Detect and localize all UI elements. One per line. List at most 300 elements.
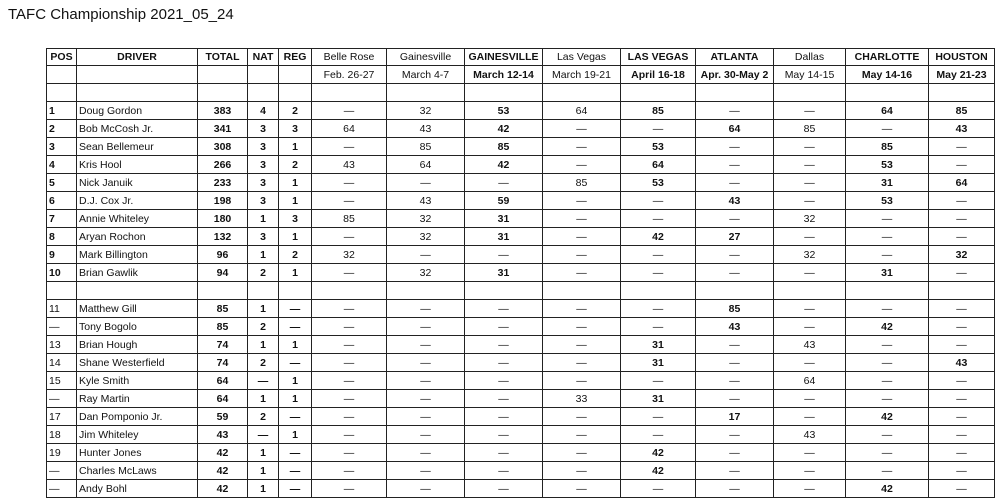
reg-cell: — — [279, 462, 312, 480]
event-result-cell: — — [543, 192, 621, 210]
event-result-cell: — — [543, 444, 621, 462]
driver-cell: Kris Hool — [77, 156, 198, 174]
event-result-cell: 31 — [621, 336, 696, 354]
reg-cell: 2 — [279, 246, 312, 264]
event-result-cell: — — [465, 480, 543, 498]
reg-cell: 2 — [279, 102, 312, 120]
spacer-cell — [47, 282, 77, 300]
table-row — [47, 264, 995, 282]
position-cell: 15 — [47, 372, 77, 390]
event-result-cell: 64 — [846, 102, 929, 120]
table-row — [47, 120, 995, 138]
standings-body — [47, 84, 995, 498]
event-result-cell: — — [387, 390, 465, 408]
event-result-cell: — — [696, 390, 774, 408]
event-result-cell: — — [387, 426, 465, 444]
table-row — [47, 300, 995, 318]
event-result-cell: 43 — [387, 192, 465, 210]
position-cell: 1 — [47, 102, 77, 120]
dates-row — [47, 66, 995, 84]
event-result-cell: 31 — [465, 264, 543, 282]
event-result-cell: — — [387, 372, 465, 390]
event-result-cell: 31 — [846, 174, 929, 192]
nat-cell: 4 — [248, 102, 279, 120]
spacer-cell — [387, 84, 465, 102]
event-result-cell: 53 — [621, 174, 696, 192]
reg-cell: 1 — [279, 174, 312, 192]
dates-blank-cell — [77, 66, 198, 84]
total-cell: 132 — [198, 228, 248, 246]
position-cell: 11 — [47, 300, 77, 318]
event-name-header: ATLANTA — [696, 49, 774, 66]
event-dates-header: Feb. 26-27 — [312, 66, 387, 84]
spacer-cell — [696, 84, 774, 102]
position-cell: 2 — [47, 120, 77, 138]
nat-cell: 1 — [248, 390, 279, 408]
position-cell: 18 — [47, 426, 77, 444]
total-cell: 42 — [198, 462, 248, 480]
event-result-cell: — — [929, 138, 995, 156]
event-result-cell: 64 — [387, 156, 465, 174]
event-dates-header: May 14-15 — [774, 66, 846, 84]
event-name-header: CHARLOTTE — [846, 49, 929, 66]
event-result-cell: — — [543, 480, 621, 498]
event-result-cell: — — [543, 354, 621, 372]
event-result-cell: — — [387, 354, 465, 372]
spacer-cell — [77, 84, 198, 102]
event-dates-header: May 21-23 — [929, 66, 995, 84]
event-result-cell: — — [929, 426, 995, 444]
nat-cell: — — [248, 372, 279, 390]
event-result-cell: — — [774, 300, 846, 318]
col-driver-header: DRIVER — [77, 49, 198, 66]
event-result-cell: 42 — [465, 120, 543, 138]
event-result-cell: — — [846, 300, 929, 318]
event-result-cell: — — [465, 318, 543, 336]
event-result-cell: — — [929, 318, 995, 336]
position-cell: 6 — [47, 192, 77, 210]
event-result-cell: — — [696, 354, 774, 372]
event-result-cell: 42 — [621, 228, 696, 246]
event-result-cell: — — [774, 174, 846, 192]
table-row — [47, 210, 995, 228]
event-result-cell: — — [621, 408, 696, 426]
total-cell: 96 — [198, 246, 248, 264]
event-dates-header: April 16-18 — [621, 66, 696, 84]
table-row — [47, 318, 995, 336]
position-cell: 4 — [47, 156, 77, 174]
driver-cell: Matthew Gill — [77, 300, 198, 318]
spacer-cell — [279, 84, 312, 102]
position-cell: — — [47, 462, 77, 480]
driver-cell: Bob McCosh Jr. — [77, 120, 198, 138]
event-result-cell: — — [929, 372, 995, 390]
total-cell: 341 — [198, 120, 248, 138]
driver-cell: Annie Whiteley — [77, 210, 198, 228]
event-result-cell: 64 — [543, 102, 621, 120]
total-cell: 85 — [198, 300, 248, 318]
event-name-header: Belle Rose — [312, 49, 387, 66]
total-cell: 94 — [198, 264, 248, 282]
nat-cell: 2 — [248, 318, 279, 336]
event-result-cell: — — [543, 246, 621, 264]
total-cell: 308 — [198, 138, 248, 156]
event-result-cell: — — [774, 192, 846, 210]
nat-cell: 1 — [248, 462, 279, 480]
event-result-cell: — — [846, 120, 929, 138]
position-cell: 9 — [47, 246, 77, 264]
event-result-cell: — — [774, 480, 846, 498]
nat-cell: 3 — [248, 138, 279, 156]
spacer-cell — [312, 84, 387, 102]
spacer-cell — [774, 282, 846, 300]
event-result-cell: 43 — [387, 120, 465, 138]
event-result-cell: 42 — [846, 480, 929, 498]
event-result-cell: — — [543, 210, 621, 228]
event-result-cell: 64 — [696, 120, 774, 138]
total-cell: 383 — [198, 102, 248, 120]
event-result-cell: — — [846, 390, 929, 408]
nat-cell: 3 — [248, 174, 279, 192]
event-result-cell: — — [312, 318, 387, 336]
table-row — [47, 246, 995, 264]
event-result-cell: 31 — [621, 390, 696, 408]
nat-cell: 1 — [248, 300, 279, 318]
event-result-cell: — — [696, 480, 774, 498]
event-result-cell: — — [774, 408, 846, 426]
event-result-cell: — — [312, 264, 387, 282]
position-cell: 7 — [47, 210, 77, 228]
event-result-cell: 42 — [465, 156, 543, 174]
driver-cell: Ray Martin — [77, 390, 198, 408]
event-result-cell: 64 — [929, 174, 995, 192]
event-dates-header: Apr. 30-May 2 — [696, 66, 774, 84]
reg-cell: — — [279, 408, 312, 426]
event-result-cell: — — [543, 228, 621, 246]
event-result-cell: — — [543, 462, 621, 480]
col-reg-header: REG — [279, 49, 312, 66]
total-cell: 198 — [198, 192, 248, 210]
event-result-cell: 43 — [312, 156, 387, 174]
spacer-cell — [279, 282, 312, 300]
event-result-cell: — — [929, 156, 995, 174]
driver-cell: Doug Gordon — [77, 102, 198, 120]
driver-cell: Jim Whiteley — [77, 426, 198, 444]
event-result-cell: — — [465, 462, 543, 480]
spacer-row — [47, 282, 995, 300]
event-name-header: Gainesville — [387, 49, 465, 66]
event-result-cell: 31 — [465, 228, 543, 246]
event-result-cell: — — [929, 408, 995, 426]
event-result-cell: 85 — [312, 210, 387, 228]
spacer-cell — [846, 84, 929, 102]
event-result-cell: 32 — [387, 210, 465, 228]
reg-cell: — — [279, 318, 312, 336]
dates-blank-cell — [47, 66, 77, 84]
event-result-cell: — — [846, 336, 929, 354]
event-result-cell: — — [774, 444, 846, 462]
reg-cell: 1 — [279, 264, 312, 282]
nat-cell: 2 — [248, 354, 279, 372]
event-result-cell: — — [621, 318, 696, 336]
total-cell: 42 — [198, 444, 248, 462]
event-result-cell: — — [621, 120, 696, 138]
driver-cell: Shane Westerfield — [77, 354, 198, 372]
header-row — [47, 49, 995, 66]
event-result-cell: — — [696, 462, 774, 480]
event-result-cell: 42 — [846, 408, 929, 426]
driver-cell: Mark Billington — [77, 246, 198, 264]
reg-cell: 2 — [279, 156, 312, 174]
driver-cell: Hunter Jones — [77, 444, 198, 462]
event-result-cell: — — [465, 246, 543, 264]
event-result-cell: — — [387, 408, 465, 426]
event-dates-header: May 14-16 — [846, 66, 929, 84]
spacer-cell — [621, 282, 696, 300]
event-result-cell: 85 — [387, 138, 465, 156]
dates-blank-cell — [198, 66, 248, 84]
dates-blank-cell — [248, 66, 279, 84]
event-result-cell: — — [312, 372, 387, 390]
event-result-cell: — — [387, 174, 465, 192]
event-name-header: Dallas — [774, 49, 846, 66]
standings-table — [46, 48, 995, 498]
event-result-cell: — — [312, 390, 387, 408]
reg-cell: — — [279, 444, 312, 462]
position-cell: 14 — [47, 354, 77, 372]
reg-cell: — — [279, 300, 312, 318]
nat-cell: 1 — [248, 444, 279, 462]
spacer-cell — [543, 84, 621, 102]
total-cell: 64 — [198, 390, 248, 408]
event-result-cell: — — [696, 210, 774, 228]
event-result-cell: 64 — [312, 120, 387, 138]
event-result-cell: 85 — [696, 300, 774, 318]
nat-cell: 3 — [248, 192, 279, 210]
reg-cell: — — [279, 354, 312, 372]
event-result-cell: 43 — [929, 120, 995, 138]
table-row — [47, 444, 995, 462]
event-result-cell: — — [465, 336, 543, 354]
event-result-cell: 53 — [846, 156, 929, 174]
event-result-cell: — — [774, 264, 846, 282]
event-result-cell: — — [929, 336, 995, 354]
spacer-cell — [774, 84, 846, 102]
spacer-cell — [248, 84, 279, 102]
position-cell: 10 — [47, 264, 77, 282]
total-cell: 74 — [198, 354, 248, 372]
table-row — [47, 138, 995, 156]
event-result-cell: — — [846, 444, 929, 462]
col-total-header: TOTAL — [198, 49, 248, 66]
event-result-cell: — — [846, 462, 929, 480]
position-cell: — — [47, 318, 77, 336]
event-result-cell: — — [465, 390, 543, 408]
spacer-cell — [47, 84, 77, 102]
spacer-cell — [248, 282, 279, 300]
col-pos-header: POS — [47, 49, 77, 66]
event-result-cell: — — [846, 426, 929, 444]
event-dates-header: March 4-7 — [387, 66, 465, 84]
event-result-cell: — — [543, 300, 621, 318]
event-result-cell: — — [465, 174, 543, 192]
table-row — [47, 174, 995, 192]
driver-cell: Kyle Smith — [77, 372, 198, 390]
event-result-cell: 32 — [387, 102, 465, 120]
event-result-cell: 85 — [465, 138, 543, 156]
position-cell: 19 — [47, 444, 77, 462]
event-result-cell: 42 — [621, 444, 696, 462]
event-result-cell: — — [465, 372, 543, 390]
nat-cell: 1 — [248, 480, 279, 498]
event-result-cell: — — [696, 426, 774, 444]
event-result-cell: 43 — [696, 318, 774, 336]
reg-cell: — — [279, 480, 312, 498]
event-result-cell: — — [621, 246, 696, 264]
event-result-cell: 53 — [846, 192, 929, 210]
event-result-cell: 43 — [774, 336, 846, 354]
position-cell: — — [47, 390, 77, 408]
nat-cell: 3 — [248, 228, 279, 246]
event-result-cell: — — [312, 408, 387, 426]
event-name-header: LAS VEGAS — [621, 49, 696, 66]
reg-cell: 1 — [279, 426, 312, 444]
event-result-cell: 42 — [846, 318, 929, 336]
driver-cell: Tony Bogolo — [77, 318, 198, 336]
event-result-cell: 43 — [929, 354, 995, 372]
event-result-cell: 64 — [621, 156, 696, 174]
event-result-cell: — — [929, 444, 995, 462]
event-result-cell: — — [312, 174, 387, 192]
event-result-cell: 53 — [465, 102, 543, 120]
reg-cell: 1 — [279, 228, 312, 246]
event-result-cell: 32 — [774, 246, 846, 264]
event-result-cell: — — [696, 174, 774, 192]
event-result-cell: 31 — [621, 354, 696, 372]
total-cell: 64 — [198, 372, 248, 390]
table-row — [47, 480, 995, 498]
total-cell: 42 — [198, 480, 248, 498]
reg-cell: 1 — [279, 390, 312, 408]
position-cell: 17 — [47, 408, 77, 426]
event-result-cell: — — [929, 264, 995, 282]
event-result-cell: — — [774, 228, 846, 246]
event-result-cell: — — [929, 390, 995, 408]
event-result-cell: — — [774, 102, 846, 120]
event-result-cell: 64 — [774, 372, 846, 390]
event-result-cell: — — [696, 372, 774, 390]
nat-cell: 2 — [248, 264, 279, 282]
spacer-cell — [929, 84, 995, 102]
event-result-cell: — — [387, 462, 465, 480]
event-result-cell: — — [543, 336, 621, 354]
driver-cell: Brian Gawlik — [77, 264, 198, 282]
event-result-cell: — — [543, 264, 621, 282]
event-result-cell: — — [465, 444, 543, 462]
table-row — [47, 426, 995, 444]
position-cell: 5 — [47, 174, 77, 192]
reg-cell: 1 — [279, 372, 312, 390]
driver-cell: Aryan Rochon — [77, 228, 198, 246]
event-result-cell: — — [312, 192, 387, 210]
event-result-cell: 32 — [387, 264, 465, 282]
event-result-cell: — — [465, 426, 543, 444]
event-result-cell: — — [312, 228, 387, 246]
event-result-cell: 32 — [929, 246, 995, 264]
event-result-cell: 27 — [696, 228, 774, 246]
event-result-cell: — — [312, 444, 387, 462]
event-result-cell: 85 — [846, 138, 929, 156]
reg-cell: 1 — [279, 192, 312, 210]
event-dates-header: March 12-14 — [465, 66, 543, 84]
event-result-cell: 85 — [929, 102, 995, 120]
event-result-cell: — — [621, 372, 696, 390]
table-row — [47, 156, 995, 174]
event-result-cell: — — [929, 300, 995, 318]
total-cell: 74 — [198, 336, 248, 354]
event-result-cell: 31 — [846, 264, 929, 282]
event-result-cell: — — [312, 426, 387, 444]
event-result-cell: — — [621, 210, 696, 228]
event-result-cell: — — [621, 192, 696, 210]
total-cell: 266 — [198, 156, 248, 174]
event-result-cell: 85 — [774, 120, 846, 138]
driver-cell: Sean Bellemeur — [77, 138, 198, 156]
total-cell: 59 — [198, 408, 248, 426]
event-result-cell: 42 — [621, 462, 696, 480]
nat-cell: 2 — [248, 408, 279, 426]
total-cell: 85 — [198, 318, 248, 336]
nat-cell: 3 — [248, 156, 279, 174]
event-result-cell: — — [312, 480, 387, 498]
total-cell: 43 — [198, 426, 248, 444]
event-result-cell: — — [543, 318, 621, 336]
event-name-header: HOUSTON — [929, 49, 995, 66]
event-result-cell: — — [696, 444, 774, 462]
spacer-cell — [387, 282, 465, 300]
event-result-cell: — — [929, 210, 995, 228]
event-result-cell: — — [696, 264, 774, 282]
event-result-cell: — — [312, 354, 387, 372]
event-result-cell: — — [846, 372, 929, 390]
event-name-header: GAINESVILLE — [465, 49, 543, 66]
event-result-cell: — — [543, 138, 621, 156]
event-result-cell: 17 — [696, 408, 774, 426]
event-result-cell: — — [846, 228, 929, 246]
event-result-cell: — — [312, 462, 387, 480]
nat-cell: 3 — [248, 120, 279, 138]
table-row — [47, 336, 995, 354]
total-cell: 233 — [198, 174, 248, 192]
event-result-cell: — — [774, 354, 846, 372]
spacer-cell — [465, 282, 543, 300]
event-result-cell: 32 — [774, 210, 846, 228]
table-row — [47, 408, 995, 426]
event-result-cell: — — [774, 138, 846, 156]
event-result-cell: — — [696, 102, 774, 120]
event-result-cell: 59 — [465, 192, 543, 210]
spacer-cell — [198, 84, 248, 102]
event-result-cell: — — [387, 300, 465, 318]
event-result-cell: 32 — [387, 228, 465, 246]
reg-cell: 3 — [279, 210, 312, 228]
table-row — [47, 228, 995, 246]
event-result-cell: — — [312, 138, 387, 156]
event-result-cell: — — [621, 300, 696, 318]
event-result-cell: — — [543, 120, 621, 138]
event-result-cell: — — [543, 426, 621, 444]
spacer-cell — [312, 282, 387, 300]
